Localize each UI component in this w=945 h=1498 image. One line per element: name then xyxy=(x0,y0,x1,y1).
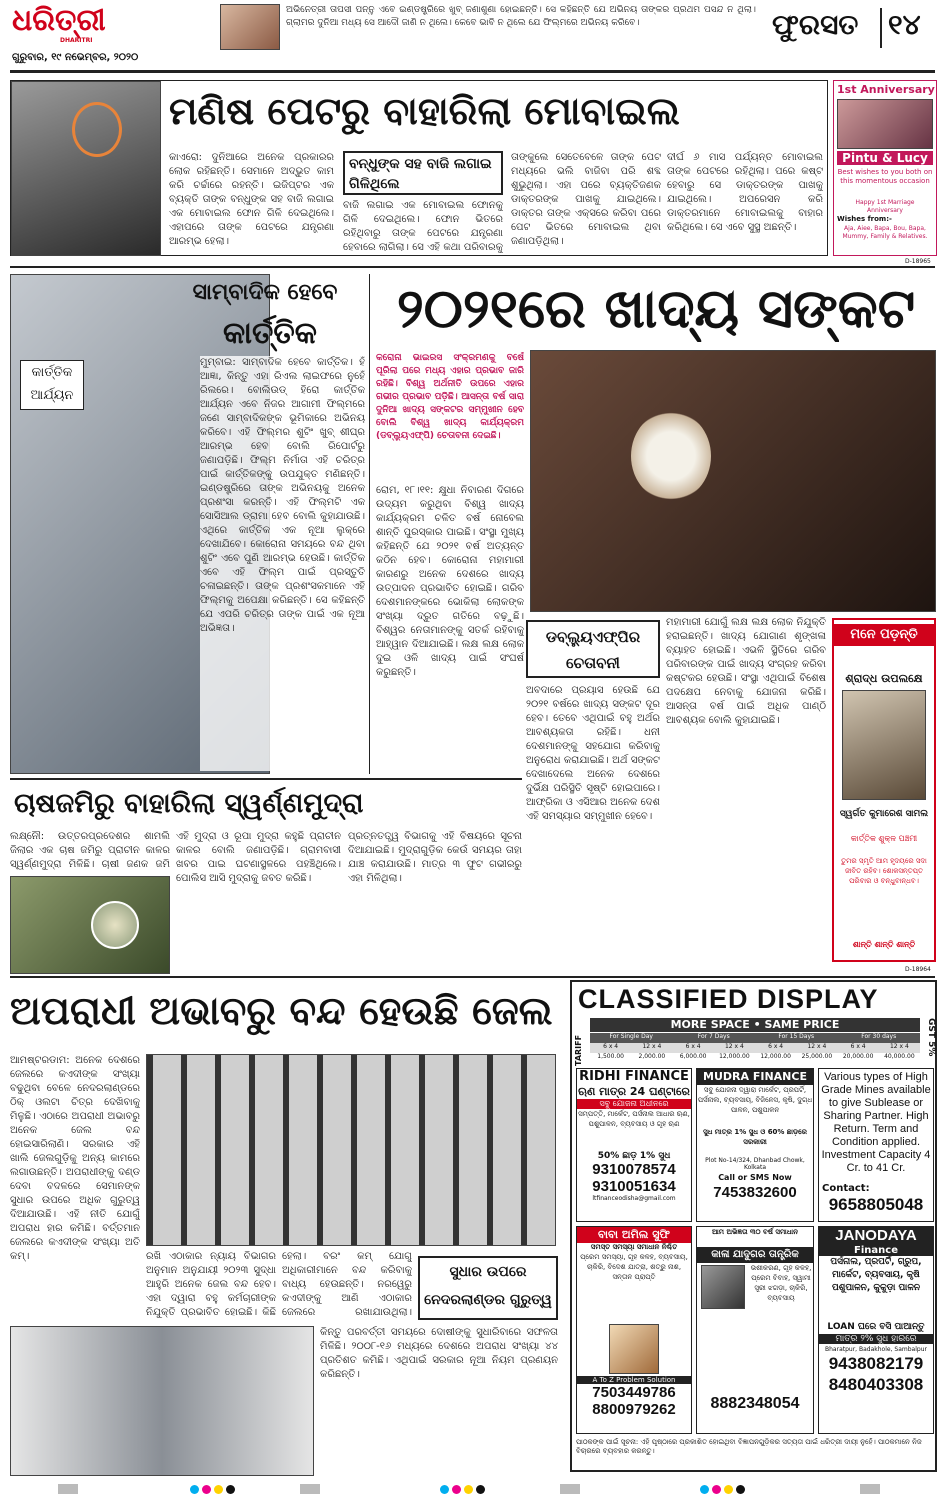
jail-col3: ହେଲା। ବରଂ କମ୍ ଯୋଗୁ ଅଧିକାରୀମାନେ ବନ୍ଦ କରିବାକୁ ବାଧ୍ୟ ହେଉଛନ୍ତି। ନରୱେରୁ କଏଦୀଙ୍କୁ ଆଣି ଏଠାକାର ଜେଲରେ ରଖାଯାଉଥିଲା। xyxy=(282,1251,412,1318)
tariff-label: TARIFF xyxy=(574,1034,583,1066)
anniversary-title: 1st Anniversary xyxy=(837,83,935,96)
memorial-name: ସ୍ୱର୍ଗତ କୁମାରେଶ ସାମଲ xyxy=(839,809,929,819)
jail-subhead: ସୁଧାର ଉପରେ ନେଦରଲାଣ୍ଡର ଗୁରୁତ୍ୱ xyxy=(418,1256,558,1320)
memorial-photo xyxy=(842,690,926,800)
anniversary-code: D-18965 xyxy=(905,258,931,265)
price-cell: 40,000.00 xyxy=(884,1053,915,1060)
registration-dot xyxy=(700,1485,709,1494)
price-cell: 25,000.00 xyxy=(801,1053,833,1060)
rice-grains xyxy=(631,411,711,501)
caption-line2: ଆର୍ଯ୍ୟନ xyxy=(30,388,74,403)
ad-mudra-finance xyxy=(696,1068,814,1222)
classified-notice: ପାଠକଙ୍କ ପାଇଁ ସୂଚନା: ଏହି ପୃଷ୍ଠାରେ ପ୍ରକାଶିତ ହୋଇଥିବା ବିଜ୍ଞାପନଗୁଡ଼ିକର ସତ୍ୟତା ପାଇଁ ଧରିତ୍ରୀ ଦାୟୀ ନୁହେଁ। ପାଠକମାନେ ନିଜ ବିଚାରରେ ବ୍ୟବହାର କରନ୍ତୁ। xyxy=(576,1438,922,1455)
print-bar xyxy=(560,1484,580,1494)
jail-headline: ଅପରାଧୀ ଅଭାବରୁ ବନ୍ଦ ହେଉଛି ଜେଲ xyxy=(10,989,553,1034)
mines-contact-label: Contact: xyxy=(822,1183,870,1194)
page-number: ୧୪ xyxy=(888,8,921,41)
masthead-date: ଗୁରୁବାର, ୧୯ ନଭେମ୍ବର, ୨୦୨୦ xyxy=(12,52,139,63)
registration-dot xyxy=(736,1485,745,1494)
section-divider xyxy=(880,8,882,48)
xray-circle xyxy=(72,102,122,157)
classified-title: CLASSIFIED DISPLAY xyxy=(578,984,879,1014)
mudra-title: MUDRA FINANCE xyxy=(697,1069,813,1085)
logo-sub: DHARITRI xyxy=(60,37,93,44)
memorial-code: D-18964 xyxy=(905,966,931,973)
kartik-food-divider xyxy=(369,274,370,774)
kartik-caption xyxy=(20,360,84,410)
price-cell: 20,000.00 xyxy=(842,1053,874,1060)
gold-photo xyxy=(10,876,170,974)
registration-dot xyxy=(440,1485,449,1494)
ridhi-title: RIDHI FINANCE xyxy=(579,1069,689,1084)
memorial-footer: ଶାନ୍ତି ଶାନ୍ତି ଶାନ୍ତି xyxy=(852,940,916,949)
price-cell: 12,000.00 xyxy=(719,1053,750,1060)
mobile-col4: ଦୀର୍ଘ ୬ ମାସ ପର୍ଯ୍ୟନ୍ତ ମୋବାଇଲ ତାଙ୍କ ପେଟରେ ରହିଥିଲା। ପରେ କଷ୍ଟ ହେବାରୁ ସେ ଡାକ୍ତରଙ୍କ ପାଖକୁ ଯାଇଥିଲେ। ଅପରେସନ କରି ଡାକ୍ତରମାନେ ମୋବାଇଲକୁ ବାହାର କରିଥିଲେ। ସେ ଏବେ ସୁସ୍ଥ ଅଛନ୍ତି। xyxy=(667,152,823,233)
mines-text: Various types of High Grade Mines available to give Sublease or Sharing Partner. High Return. Term and Condition applied. Investment Capacity 4 Cr. to 41 Cr. xyxy=(821,1071,931,1174)
food-subhead: ଡବ୍ଲ୍ୟୁଏଫ୍‌ପିର ଚେତାବନୀ xyxy=(526,620,660,678)
size-cell: 6 x 4 xyxy=(768,1043,784,1050)
kala-title: କାଳା ଯାଦୁଗର ତାନ୍ତ୍ରିକ xyxy=(697,1247,813,1263)
registration-dot xyxy=(712,1485,721,1494)
classified-section xyxy=(570,980,937,1472)
jail-col1: ଆମଷ୍ଟରଡାମ: ଅନେକ ଦେଶରେ ଜେଲରେ କଏଦୀଙ୍କ ସଂଖ୍ୟା ବଢୁଥିବା ବେଳେ ନେଦରଲାଣ୍ଡରେ ଠିକ୍ ଓଲଟା ଚିତ୍ର ଦେଖିବାକୁ ମିଳୁଛି। ଏଠାରେ ଅପରାଧୀ ଅଭାବରୁ ଅନେକ ଜେଲ ବନ୍ଦ ହୋଇସାରିଲାଣି। ସରକାର ଏହି ଖାଲି ଜେଲଗୁଡ଼ିକୁ ଅନ୍ୟ କାମରେ ଲଗାଉଛନ୍ତି। ଅପରାଧୀଙ୍କୁ ଦଣ୍ଡ ଦେବା ବଦଳରେ ସେମାନଙ୍କ ସୁଧାର ଉପରେ ଅଧିକ ଗୁରୁତ୍ୱ ଦିଆଯାଉଛି। ଏହି ନୀତି ଯୋଗୁଁ ଅପରାଧ ହାର କମିଛି। ବର୍ତ୍ତମାନ ଜେଲରେ କଏଦୀଙ୍କ ସଂଖ୍ୟା ଅତି କମ୍। xyxy=(10,1055,140,1262)
registration-dot xyxy=(724,1485,733,1494)
period-2: For 7 Days xyxy=(697,1033,730,1040)
gold-col3: ପ୍ରତ୍ନତତ୍ତ୍ୱ ବିଭାଗକୁ ଏହି ବିଷୟରେ ସୂଚନା ଦିଆଯାଇଛି। ମୁଦ୍ରାଗୁଡ଼ିକ କେଉଁ ସମୟର ତାହା ଯାଞ୍ଚ କରାଯାଉଛି। ମାତ୍ର ୩ ଫୁଟ ଗଭୀରରୁ ଏହା ମିଳିଥିଲା। xyxy=(348,831,522,884)
kala-line2: ଭଶୀକରଣ, ଗୃହ କଳହ, ପ୍ରେମ ବିବାହ, ସ୍ୱାମୀ ସ୍ତ୍ରୀ ଝଗଡ଼ା, ଚାକିରି, ବ୍ୟବସାୟ xyxy=(750,1264,812,1302)
baba-label: A To Z Problem Solution xyxy=(577,1376,691,1384)
section-rule-2 xyxy=(10,976,935,978)
ridhi-sub: ଋଣ ମାତ୍ର 24 ଘଣ୍ଟାରେ xyxy=(578,1085,690,1098)
print-bar xyxy=(58,1484,78,1494)
price-cell: 6,000.00 xyxy=(679,1053,707,1060)
price-cell: 1,500.00 xyxy=(597,1053,624,1060)
couple-names: Pintu & Lucy xyxy=(837,151,933,165)
mobile-col1: କାଏରୋ: ଦୁନିଆରେ ଅନେକ ପ୍ରକାରର ଲୋକ ରହିଛନ୍ତି। ସେମାନେ ଅଦ୍ଭୁତ କାମ କରି ଚର୍ଚ୍ଚାରେ ରହନ୍ତି। ଇଜିପ୍ଟର ଏକ ବ୍ୟକ୍ତି ତାଙ୍କ ବନ୍ଧୁଙ୍କ ସହ ବାଜି ଲଗାଇ ଏକ ମୋବାଇଲ ଫୋନ ଗିଳି ଦେଇଥିଲେ। ଏହାପରେ ତାଙ୍କ ପେଟରେ ଯନ୍ତ୍ରଣା ଆରମ୍ଭ ହେଲା। xyxy=(169,152,334,247)
size-cell: 12 x 4 xyxy=(724,1043,744,1050)
section-name: ଫୁରସତ xyxy=(772,8,859,41)
couple-photo xyxy=(837,99,933,149)
ridhi-line1: ସବୁ ଯୋଜନା ଅଧୀନରେ xyxy=(577,1099,691,1109)
print-bar xyxy=(860,1484,880,1494)
baba-line1: ସମସ୍ତ ସମସ୍ୟା ସମାଧାନ ନିଶ୍ଚିତ xyxy=(590,1243,678,1251)
memorial-text: ତୁମର ସ୍ମୃତି ଆମ ହୃଦୟରେ ସଦା ଜୀବିତ ରହିବ। ଶୋକସନ୍ତପ୍ତ ପରିବାର ଓ ବନ୍ଧୁବାନ୍ଧବ। xyxy=(841,857,927,885)
xray-photo xyxy=(11,81,161,256)
period-3: For 15 Days xyxy=(778,1033,815,1040)
kala-phone: 8882348054 xyxy=(710,1395,800,1412)
kartik-headline1: ସାମ୍ବାଦିକ ହେବେ xyxy=(192,280,338,305)
memorial-title: ମନେ ପଡ଼ନ୍ତି xyxy=(834,624,934,646)
registration-dot xyxy=(452,1485,461,1494)
mudra-line1: ସବୁ ଯୋଜନା ଦ୍ୱାରା ମାର୍କେଟ, ପ୍ରପର୍ଟି, ପର୍ସନାଲ, ବ୍ୟବସାୟ, ବିଜିନେସ, କୃଷି, ଦୁଗ୍ଧ ପାଳନ, ପଶୁପାଳନ xyxy=(697,1086,813,1114)
jail-col2: ରଖି ଏଠାକାର ନ୍ୟାୟ ବିଭାଗର ଅନୁମାନ ଅନୁଯାୟୀ ୨୦୨୩ ସୁଦ୍ଧା ଆହୁରି ଅନେକ ଜେଲ ବନ୍ଦ ହେବ। ଏହା ଦ୍ୱାରା ବହୁ କର୍ମଚାରୀଙ୍କ ନିଯୁକ୍ତି ପ୍ରଭାବିତ ହୋଇଛି। କିଛି xyxy=(146,1251,276,1318)
ad-mines xyxy=(818,1068,934,1222)
ad-baba-sufi xyxy=(576,1226,692,1434)
caption-line1: କାର୍ତ୍ତିକ xyxy=(31,365,73,380)
janodaya-line1: ପର୍ସନାଲ, ପ୍ରପର୍ଟି, ଗ୍ରୁପ, ମାର୍କେଟ, ବ୍ୟବସାୟ, କୃଷି ପଶୁପାଳନ, କୁକୁଡ଼ା ପାଳନ xyxy=(830,1257,922,1293)
anniversary-ad xyxy=(833,80,937,256)
teaser-photo xyxy=(220,4,280,50)
period-1: For Single Day xyxy=(609,1033,653,1040)
janodaya-rate: ମାତ୍ର ୨% ସୁଧ ହାରରେ xyxy=(819,1334,933,1344)
janodaya-sub: Finance xyxy=(819,1245,933,1256)
registration-dot xyxy=(190,1485,199,1494)
story-mobile xyxy=(10,80,828,256)
size-cell: 6 x 4 xyxy=(685,1043,701,1050)
kartik-body: ମୁମ୍ବାଇ: ସାମ୍ବାଦିକ ହେବେ କାର୍ତ୍ତିକ। ହଁ ଆଜ୍ଞା, କିନ୍ତୁ ଏହା ରିଏଲ ଲାଇଫରେ ନୁହେଁ ରିଲରେ। ବୋଲିଉଡ୍ ହିରୋ କାର୍ତ୍ତିକ ଆର୍ଯ୍ୟନ ଏବେ ନିଜର ଆଗାମୀ ଫିଲ୍ମରେ ଜଣେ ସାମ୍ବାଦିକଙ୍କ ଭୂମିକାରେ ଅଭିନୟ କରିବେ। ଏହି ଫିଲ୍ମର ଶୁଟିଂ ଖୁବ୍ ଶୀଘ୍ର ଆରମ୍ଭ ହେବ ବୋଲି ରିପୋର୍ଟରୁ ଜଣାପଡ଼ିଛି। ଫିଲ୍ମ ନିର୍ମାତା ଏହି ଚରିତ୍ର ପାଇଁ କାର୍ତ୍ତିକଙ୍କୁ ଉପଯୁକ୍ତ ମଣିଛନ୍ତି। ଇଣ୍ଡଷ୍ଟ୍ରିରେ ତାଙ୍କ ଅଭିନୟକୁ ଅନେକ ପ୍ରଶଂସା କରନ୍ତି। ଏହି ଫିଲ୍ମଟି ଏକ ସୋସିଆଲ ଡ୍ରାମା ହେବ ବୋଲି କୁହାଯାଉଛି। ଏଥିରେ କାର୍ତ୍ତିକ ଏକ ନୂଆ ଲୁକ୍‌ରେ ଦେଖାଯିବେ। କୋରୋନା ସମୟରେ ବନ୍ଦ ଥିବା ଶୁଟିଂ ଏବେ ପୁଣି ଆରମ୍ଭ ହେଉଛି। କାର୍ତ୍ତିକ ଏବେ ଏହି ଫିଲ୍ମ ପାଇଁ ପ୍ରସ୍ତୁତି ଚଳାଇଛନ୍ତି। ତାଙ୍କ ପ୍ରଶଂସକମାନେ ଏହି ଫିଲ୍ମକୁ ଅପେକ୍ଷା କରିଛନ୍ତି। ସେ କହିଛନ୍ତି ଯେ ଏପରି ଚରିତ୍ର ତାଙ୍କ ପାଇଁ ଏକ ନୂଆ ଅଭିଜ୍ଞତା। xyxy=(200,356,365,771)
mines-phone: 9658805048 xyxy=(828,1195,924,1214)
gold-headline: ଚାଷଜମିରୁ ବାହାରିଲା ସ୍ୱର୍ଣ୍ଣମୁଦ୍ରା xyxy=(14,788,364,819)
price-cell: 2,000.00 xyxy=(638,1053,666,1060)
size-cell: 12 x 4 xyxy=(642,1043,662,1050)
tariff-table xyxy=(590,1033,920,1065)
registration-dot xyxy=(214,1485,223,1494)
kartik-headline2: କାର୍ତ୍ତିକ xyxy=(223,316,317,351)
food-headline: ୨୦୨୧ରେ ଖାଦ୍ୟ ସଙ୍କଟ xyxy=(396,277,916,340)
food-lead: କରୋନା ଭାଇରସ ସଂକ୍ରମଣକୁ ବର୍ଷେ ପୂରିଲା ପରେ ମଧ୍ୟ ଏହାର ପ୍ରଭାବ ଜାରି ରହିଛି। ବିଶ୍ୱ ଅର୍ଥନୀତି ଉପରେ ଏହାର ଗଭୀର ପ୍ରଭାବ ପଡ଼ିଛି। ଆସନ୍ତା ବର୍ଷ ସାରା ଦୁନିଆ ଖାଦ୍ୟ ସଙ୍କଟର ସମ୍ମୁଖୀନ ହେବ ବୋଲି ବିଶ୍ୱ ଖାଦ୍ୟ କାର୍ଯ୍ୟକ୍ରମ (ଡବ୍ଲ୍ୟୁଏଫ୍‌ପି) ଚେତାବନୀ ଦେଇଛି। xyxy=(376,353,524,441)
masthead-logo xyxy=(12,4,172,38)
mudra-phone: 7453832600 xyxy=(713,1184,797,1201)
kala-line1: ଆମ ଅଭିଜ୍ଞତା ୩୦ ବର୍ଷ ସମାଧାନ xyxy=(712,1228,798,1236)
gold-top-rule xyxy=(10,778,522,780)
baba-title: ବାବା ଅମିଲ ସୁଫି xyxy=(577,1227,691,1243)
mudra-cta: Call or SMS Now xyxy=(718,1173,792,1182)
mobile-subhead: ବନ୍ଧୁଙ୍କ ସହ ବାଜି ଲଗାଇ ଗିଳିଥିଲେ xyxy=(343,151,503,195)
baba-line2: ପ୍ରେମ ସମସ୍ୟା, ଗୃହ କଳହ, ବ୍ୟବସାୟ, ଚାକିରି, ବିଦେଶ ଯାତ୍ରା, ଶତ୍ରୁ ନାଶ, ସନ୍ତାନ ପ୍ରାପ୍ତି xyxy=(580,1253,688,1281)
classified-tagline: MORE SPACE • SAME PRICE xyxy=(590,1018,920,1032)
memorial-ad xyxy=(832,618,936,962)
mobile-headline: ମଣିଷ ପେଟରୁ ବାହାରିଲା ମୋବାଇଲ xyxy=(169,89,680,133)
gold-col2: ଏହି ମୁଦ୍ରା ଓ ରୂପା ମୁଦ୍ରା କହୁଛି ପ୍ରାଚୀନ କାଳର ବୋଲି ଜଣାପଡ଼ିଛି। ଗ୍ରାମବାସୀ ଖବର ପାଇ ଘଟଣାସ୍ଥଳରେ ପହଞ୍ଚିଥିଲେ। ପୋଲିସ ଆସି ମୁଦ୍ରାକୁ ଜବତ କରିଛି। xyxy=(176,831,341,884)
registration-dot xyxy=(464,1485,473,1494)
gold-col1: ଲକ୍ଷ୍ନୌ: ଉତ୍ତରପ୍ରଦେଶର ଶାମଲି ଜିଲାର ଏକ ଚାଷ ଜମିରୁ ପ୍ରାଚୀନ କାଳର ସ୍ୱର୍ଣ୍ଣମୁଦ୍ରା ମିଳିଛି। ଚାଷୀ ଜଣକ ଜମି xyxy=(10,831,170,870)
teaser-text: ଅଭିନେତ୍ରୀ ତାପସୀ ପନ୍ନୁ ଏବେ ଇଣ୍ଡଷ୍ଟ୍ରିରେ ଖୁବ୍ ଜଣାଶୁଣା ହୋଇଛନ୍ତି। ସେ କହିଛନ୍ତି ଯେ ଅଭିନୟ ତାଙ୍କର ପ୍ରଥମ ପସନ୍ଦ ନ ଥିଲା। ଗ୍ଲାମର ଦୁନିଆ ମଧ୍ୟ ସେ ଆଦୌ ଜାଣି ନ ଥିଲେ। କେବେ ଭାବି ନ ଥିଲେ ଯେ ଫିଲ୍ମରେ ଅଭିନୟ କରିବେ। xyxy=(286,5,756,28)
memorial-date: କାର୍ତ୍ତିକ ଶୁକ୍ଳ ପଞ୍ଚମୀ xyxy=(850,834,918,843)
ridhi-phone2: 9310051634 xyxy=(592,1178,676,1195)
masthead-rule xyxy=(10,70,935,73)
print-bar xyxy=(300,1484,320,1494)
size-cell: 6 x 4 xyxy=(603,1043,619,1050)
size-cell: 12 x 4 xyxy=(807,1043,827,1050)
wishes-label: Wishes from:- xyxy=(837,215,892,223)
mudra-offer: ସୁଧ ମାତ୍ର 1% ସୁଧ ଓ 60% ଛାଡ଼ରେ ସରକାରୀ xyxy=(703,1128,807,1146)
ridhi-offer: 50% ଛାଡ଼ 1% ସୁଧ xyxy=(597,1151,671,1161)
period-4: For 30 days xyxy=(861,1033,897,1040)
janodaya-address: Bharatpur, Badakhole, Sambalpur xyxy=(825,1346,927,1353)
logo-text: ଧରିତ୍ରୀ xyxy=(12,3,106,38)
mobile-col3: ତାଙ୍କୁଲେ ସେତେବେଳେ ତାଙ୍କ ପେଟ ମଧ୍ୟରେ ଭଲି ବାଜିବା ପରି ଶବ୍ଦ ଶୁଭୁଥିଲା। ଏହା ପରେ ବ୍ୟକ୍ତିଜଣକ ଡାକ୍ତରଙ୍କ ପାଖକୁ ଯାଇଥିଲେ। ଡାକ୍ତର ତାଙ୍କ ଏକ୍ସରେ କରିବା ପରେ ପେଟ ଭିତରେ ମୋବାଇଲ ଥିବା ଜଣାପଡ଼ିଥିଲା। xyxy=(511,152,661,247)
food-col2: ଅବଦାରେ ପ୍ରୟାସ ହେଉଛି ଯେ ୨୦୨୧ ବର୍ଷରେ ଖାଦ୍ୟ ସଙ୍କଟ ଦୂର ହେବ। ତେବେ ଏଥିପାଇଁ ବହୁ ଅର୍ଥର ଆବଶ୍ୟକତା ରହିଛି। ଧନୀ ଦେଶମାନଙ୍କୁ ସହଯୋଗ କରିବାକୁ ଅନୁରୋଧ କରାଯାଇଛି। ଅର୍ଥ ସଙ୍କଟ ଦେଖାଦେଲେ ଅନେକ ଦେଶରେ ଦୁର୍ଭିକ୍ଷ ପରିସ୍ଥିତି ସୃଷ୍ଟି ହୋଇପାରେ। ଆଫ୍ରିକା ଓ ଏସିଆର ଅନେକ ଦେଶ ଏହି ସମସ୍ୟାର ସମ୍ମୁଖୀନ ହେବେ। xyxy=(526,685,660,822)
janodaya-phone2: 8480403308 xyxy=(828,1375,924,1394)
ridhi-email: ltfinanceodisha@gmail.com xyxy=(592,1195,676,1202)
janodaya-title: JANODAYA xyxy=(819,1227,933,1245)
size-cell: 6 x 4 xyxy=(850,1043,866,1050)
jail-bars-photo xyxy=(146,1054,556,1246)
registration-dot xyxy=(476,1485,485,1494)
memorial-subtitle: ଶ୍ରାଦ୍ଧ ଉପଲକ୍ଷେ xyxy=(845,672,923,685)
baba-phone2: 8800979262 xyxy=(592,1401,676,1418)
anniversary-occasion: Happy 1st Marriage Anniversary xyxy=(855,199,915,214)
wishes-from: Aja, Aiee, Bapa, Bou, Bapa, Mummy, Family & Relatives. xyxy=(842,225,928,240)
section-rule-1 xyxy=(10,266,935,268)
baba-phone1: 7503449786 xyxy=(592,1384,676,1401)
registration-dot xyxy=(226,1485,235,1494)
food-col1: ରୋମ, ୧୮।୧୧: କ୍ଷୁଧା ନିବାରଣ ଦିଗରେ ଉଦ୍ୟମ କରୁଥିବା ବିଶ୍ୱ ଖାଦ୍ୟ କାର୍ଯ୍ୟକ୍ରମ ଚଳିତ ବର୍ଷ ନୋବେଲ ଶାନ୍ତି ପୁରସ୍କାର ପାଇଛି। ସଂସ୍ଥା ମୁଖ୍ୟ କହିଛନ୍ତି ଯେ ୨୦୨୧ ବର୍ଷ ଅତ୍ୟନ୍ତ କଠିନ ହେବ। କୋରୋନା ମହାମାରୀ କାରଣରୁ ଅନେକ ଦେଶରେ ଖାଦ୍ୟ ଉତ୍ପାଦନ ପ୍ରଭାବିତ ହୋଇଛି। ଗରିବ ଦେଶମାନଙ୍କରେ ଭୋକିଲା ଲୋକଙ୍କ ସଂଖ୍ୟା ଦ୍ରୁତ ଗତିରେ ବଢ଼ୁଛି। ବିଶ୍ୱର ନେତାମାନଙ୍କୁ ସତର୍କ ରହିବାକୁ ଆହ୍ୱାନ ଦିଆଯାଇଛି। ଲକ୍ଷ ଲକ୍ଷ ଲୋକ ଦୁଇ ଓଳି ଖାଦ୍ୟ ପାଇଁ ସଂଘର୍ଷ କରୁଛନ୍ତି। xyxy=(376,485,524,678)
coin-inset xyxy=(91,901,139,949)
size-cell: 12 x 4 xyxy=(889,1043,909,1050)
baba-photo xyxy=(609,1324,659,1374)
jail-corridor-photo xyxy=(10,1326,314,1476)
janodaya-loan: LOAN ଘରେ ବସି ପାଆନ୍ତୁ xyxy=(827,1322,925,1332)
price-cell: 12,000.00 xyxy=(760,1053,791,1060)
ridhi-line2: ସମ୍ପତ୍ତି, ମାର୍କେଟ, ପର୍ସନାଲ ଆଧାର ଋଣ, ପଶୁପାଳନ, ବ୍ୟବସାୟ ଓ ଗୃହ ଋଣ xyxy=(578,1110,690,1128)
anniversary-message: Best wishes to you both on this momentous occasion xyxy=(837,168,933,185)
food-photo xyxy=(530,350,936,612)
ridhi-phone1: 9310078574 xyxy=(592,1161,676,1178)
ad-janodaya xyxy=(818,1226,934,1434)
gst-label: GST 5% xyxy=(926,1018,936,1057)
ad-kala-jadugar xyxy=(696,1226,814,1434)
food-col3: ମହାମାରୀ ଯୋଗୁଁ ଲକ୍ଷ ଲକ୍ଷ ଲୋକ ନିଯୁକ୍ତି ହରାଇଛନ୍ତି। ଖାଦ୍ୟ ଯୋଗାଣ ଶୃଙ୍ଖଳା ବ୍ୟାହତ ହୋଇଛି। ଏଭଳି ସ୍ଥିତିରେ ଗରିବ ପରିବାରଙ୍କ ପାଇଁ ଖାଦ୍ୟ ସଂଗ୍ରହ କରିବା କଷ୍ଟକର ହେଉଛି। ସଂସ୍ଥା ଏଥିପାଇଁ ବିଶେଷ ପଦକ୍ଷେପ ନେବାକୁ ଯୋଜନା କରିଛି। ଆସନ୍ତା ବର୍ଷ ପାଇଁ ଅଧିକ ପାଣ୍ଠି ଆବଶ୍ୟକ ବୋଲି କୁହାଯାଇଛି। xyxy=(666,617,826,726)
registration-dot xyxy=(202,1485,211,1494)
mobile-col2: ବାଜି ଲଗାଇ ଏକ ମୋବାଇଲ ଫୋନକୁ ଗିଳି ଦେଇଥିଲେ। ଫୋନ ଭିତରେ ରହିଥିବାରୁ ତାଙ୍କ ପେଟରେ ଯନ୍ତ୍ରଣା ହେବାରେ ଲାଗିଲା। ସେ ଏହି କଥା ପରିବାରକୁ xyxy=(343,200,503,253)
kala-photo xyxy=(701,1265,745,1309)
janodaya-phone1: 9438082179 xyxy=(828,1354,924,1373)
mudra-address: Plot No-14/324, Dhanbad Chowk, Kolkata xyxy=(705,1157,805,1171)
ad-ridhi-finance xyxy=(576,1068,692,1222)
jail-col4: କିନ୍ତୁ ପରବର୍ତ୍ତୀ ସମୟରେ ଦୋଷୀଙ୍କୁ ସୁଧାରିବାରେ ସଫଳତା ମିଳିଛି। ୨୦୦୮-୧୬ ମଧ୍ୟରେ ଦେଶରେ ଅପରାଧ ସଂଖ୍ୟା ୪୪ ପ୍ରତିଶତ କମିଛି। ଏଥିପାଇଁ ସରକାର ନୂଆ ନିୟମ ପ୍ରଣୟନ କରିଛନ୍ତି। xyxy=(320,1327,558,1380)
